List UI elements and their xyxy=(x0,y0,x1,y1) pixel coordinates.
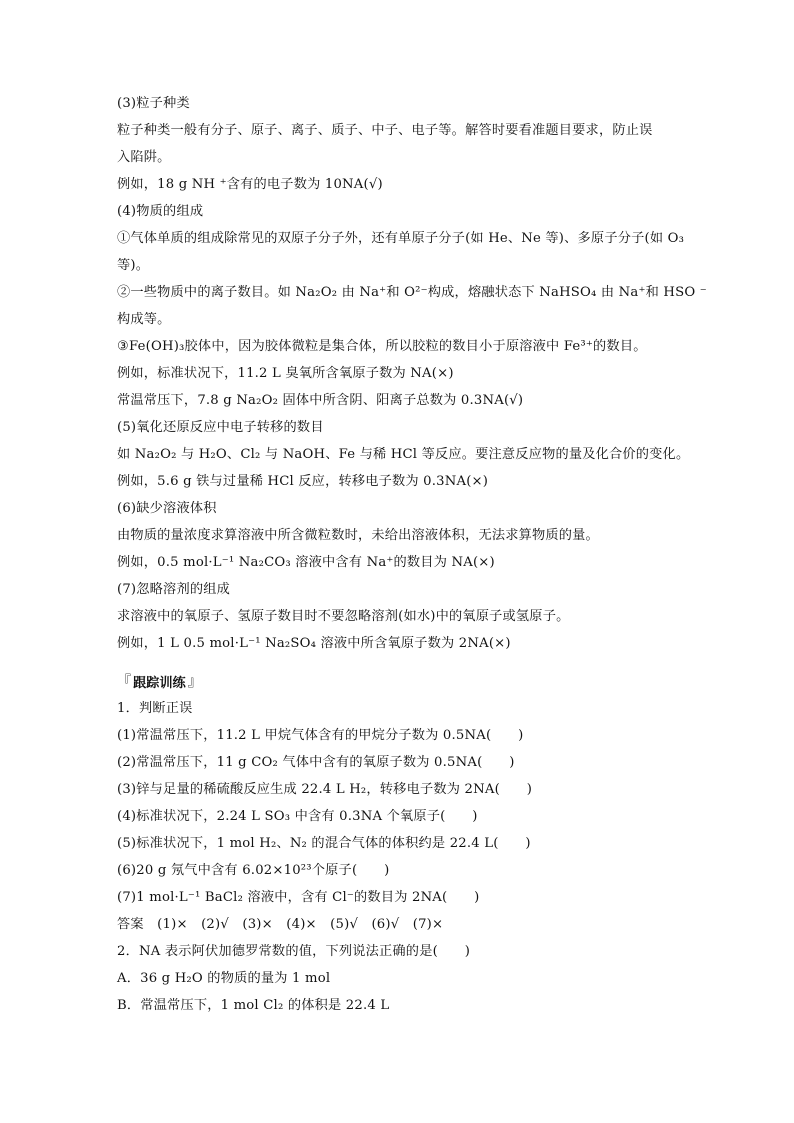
example-line: 例如，5.6 g 铁与过量稀 HCl 反应，转移电子数为 0.3NA(×) xyxy=(117,474,489,489)
paragraph-line: ③Fe(OH)₃胶体中，因为胶体微粒是集合体，所以胶粒的数目小于原溶液中 Fe³⁺的数目。 xyxy=(117,339,647,354)
example-line: 例如，0.5 mol·L⁻¹ Na₂CO₃ 溶液中含有 Na⁺的数目为 NA(×) xyxy=(117,555,495,570)
paragraph-line: 粒子种类一般有分子、原子、离子、质子、中子、电子等。解答时要看准题目要求，防止误 xyxy=(117,123,653,138)
section-tag-label: 跟踪训练 xyxy=(133,675,186,691)
heading-solution-volume: (6)缺少溶液体积 xyxy=(117,501,217,516)
paragraph-line: 如 Na₂O₂ 与 H₂O、Cl₂ 与 NaOH、Fe 与稀 HCl 等反应。要注意反应物的量及化合价的变化。 xyxy=(117,447,690,462)
paragraph-line: 构成等。 xyxy=(117,312,171,327)
heading-particle-types: (3)粒子种类 xyxy=(117,96,190,111)
paragraph-line: ②一些物质中的离子数目。如 Na₂O₂ 由 Na⁺和 O²⁻构成，熔融状态下 NaHSO₄ 由 Na⁺和 HSO ⁻ xyxy=(117,285,707,300)
bracket-right: 』 xyxy=(187,674,202,690)
question-item: (5)标准状况下，1 mol H₂、N₂ 的混合气体的体积约是 22.4 L( ) xyxy=(117,836,531,851)
question-item: (1)常温常压下，11.2 L 甲烷气体含有的甲烷分子数为 0.5NA( ) xyxy=(117,728,524,743)
paragraph-line: ①气体单质的组成除常见的双原子分子外，还有单原子分子(如 He、Ne 等)、多原子分子(如 O₃ xyxy=(117,231,685,246)
paragraph-line: 入陷阱。 xyxy=(117,150,171,165)
heading-solvent: (7)忽略溶剂的组成 xyxy=(117,582,230,597)
example-line: 例如，18 g NH ⁺含有的电子数为 10NA(√) xyxy=(117,177,383,192)
question-item: (7)1 mol·L⁻¹ BaCl₂ 溶液中，含有 Cl⁻的数目为 2NA( ) xyxy=(117,890,480,905)
example-line: 常温常压下，7.8 g Na₂O₂ 固体中所含阴、阳离子总数为 0.3NA(√) xyxy=(117,393,524,408)
heading-electron-transfer: (5)氧化还原反应中电子转移的数目 xyxy=(117,420,324,435)
paragraph-line: 由物质的量浓度求算溶液中所含微粒数时，未给出溶液体积，无法求算物质的量。 xyxy=(117,528,599,543)
question-title: 1．判断正误 xyxy=(117,701,193,716)
paragraph-line: 等)。 xyxy=(117,258,150,273)
bracket-left: 『 xyxy=(117,674,131,690)
heading-composition: (4)物质的组成 xyxy=(117,204,204,219)
question-item: (2)常温常压下，11 g CO₂ 气体中含有的氧原子数为 0.5NA( ) xyxy=(117,755,515,770)
option-b: B．常温常压下，1 mol Cl₂ 的体积是 22.4 L xyxy=(117,998,390,1013)
question-item: (3)锌与足量的稀硫酸反应生成 22.4 L H₂，转移电子数为 2NA( ) xyxy=(117,782,533,797)
section-tag-practice xyxy=(117,670,202,692)
question-title: 2．NA 表示阿伏加德罗常数的值，下列说法正确的是( ) xyxy=(117,944,471,959)
paragraph-line: 求溶液中的氧原子、氢原子数目时不要忽略溶剂(如水)中的氧原子或氢原子。 xyxy=(117,609,570,624)
answer-line: 答案 (1)× (2)√ (3)× (4)× (5)√ (6)√ (7)× xyxy=(117,917,444,932)
example-line: 例如，标准状况下，11.2 L 臭氧所含氧原子数为 NA(×) xyxy=(117,366,454,381)
question-item: (4)标准状况下，2.24 L SO₃ 中含有 0.3NA 个氧原子( ) xyxy=(117,809,478,824)
example-line: 例如，1 L 0.5 mol·L⁻¹ Na₂SO₄ 溶液中所含氧原子数为 2NA(×) xyxy=(117,636,511,651)
option-a: A．36 g H₂O 的物质的量为 1 mol xyxy=(117,971,331,986)
question-item: (6)20 g 氖气中含有 6.02×10²³个原子( ) xyxy=(117,863,390,878)
